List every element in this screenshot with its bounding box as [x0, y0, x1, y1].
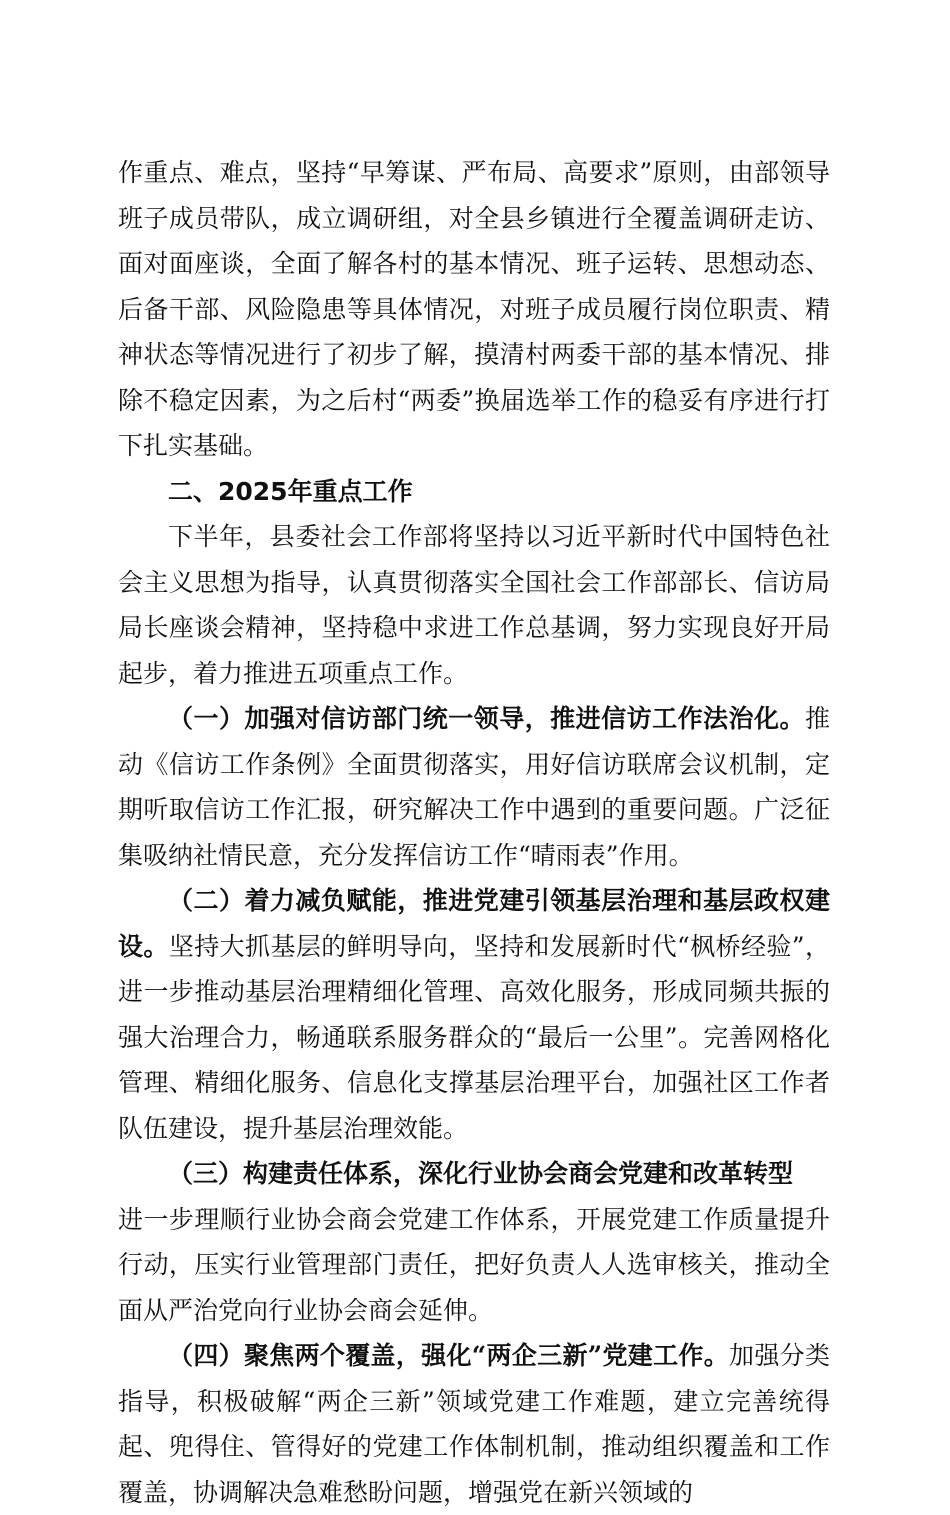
item-1-lead: （一）加强对信访部门统一领导，推进信访工作法治化。	[168, 704, 805, 733]
item-3-lead: （三）构建责任体系，深化行业协会商会党建和改革转型	[168, 1159, 794, 1188]
item-2-lead: （二）着力减负赋能，推进党建引领基层治理和基层政权建设。	[118, 886, 830, 961]
item-4-lead: （四）聚焦两个覆盖，强化“两企三新”党建工作。	[168, 1341, 730, 1370]
item-3-lead-line	[118, 1151, 830, 1197]
item-4-body: 加强分类指导，积极破解“两企三新”领域党建工作难题，建立完善统得起、兜得住、管得好的党建工作体制机制，推动组织覆盖和工作覆盖，协调解决急难愁盼问题，增强党在新兴领域的	[118, 1341, 830, 1507]
item-1-body: 推动《信访工作条例》全面贯彻落实，用好信访联席会议机制，定期听取信访工作汇报，研究解决工作中遇到的重要问题。广泛征集吸纳社情民意，充分发挥信访工作“晴雨表”作用。	[118, 704, 830, 870]
paragraph-continuation: 作重点、难点，坚持“早筹谋、严布局、高要求”原则，由部领导班子成员带队，成立调研组，对全县乡镇进行全覆盖调研走访、面对面座谈，全面了解各村的基本情况、班子运转、思想动态、后备干部、风险隐患等具体情况，对班子成员履行岗位职责、精神状态等情况进行了初步了解，摸清村两委干部的基本情况、排除不稳定因素，为之后村“两委”换届选举工作的稳妥有序进行打下扎实基础。	[118, 158, 830, 460]
document-body	[118, 150, 830, 1515]
item-3-body: 进一步理顺行业协会商会党建工作体系，开展党建工作质量提升行动，压实行业管理部门责任，把好负责人人选审核关，推动全面从严治党向行业协会商会延伸。	[118, 1204, 830, 1325]
paragraph-intro: 下半年，县委社会工作部将坚持以习近平新时代中国特色社会主义思想为指导，认真贯彻落实全国社会工作部部长、信访局局长座谈会精神，坚持稳中求进工作总基调，努力实现良好开局起步，着力推进五项重点工作。	[118, 522, 830, 688]
item-4	[118, 1333, 830, 1515]
item-2-body: 坚持大抓基层的鲜明导向，坚持和发展新时代“枫桥经验”，进一步推动基层治理精细化管理、高效化服务，形成同频共振的强大治理合力，畅通联系服务群众的“最后一公里”。完善网格化管理、精细化服务、信息化支撑基层治理平台，加强社区工作者队伍建设，提升基层治理效能。	[118, 931, 830, 1143]
section-heading-2025-key-work: 二、2025年重点工作	[168, 476, 413, 506]
item-2	[118, 878, 830, 1151]
item-1	[118, 696, 830, 878]
